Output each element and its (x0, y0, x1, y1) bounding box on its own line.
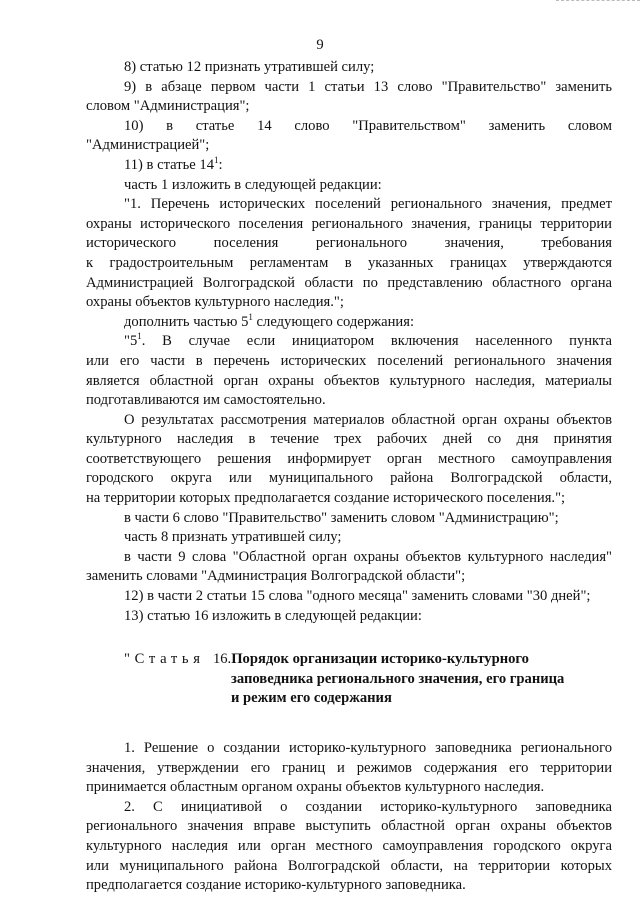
quote-1-line-6: охраны объектов культурного наследия."; (86, 294, 344, 311)
item-11 (86, 156, 612, 176)
part-9-line-1: в части 9 слова "Областной орган охраны объектов культурного наследия" (124, 548, 612, 565)
add-part-tail: следующего содержания: (252, 313, 415, 330)
quote-5-1-superscript: 1 (137, 331, 142, 342)
clause-2-line-2: регионального значения вправе выступить областной орган охраны объектов (86, 818, 612, 835)
quote-5-1-text: . В случае если инициатором включения населенного пункта (141, 333, 612, 350)
item-12: 12) в части 2 статьи 15 слова "одного месяца" заменить словами "30 дней"; (124, 588, 591, 605)
clause-2-line-4: или муниципального района Волгоградской области, на территории которых (86, 857, 612, 874)
quote-1-line-4: к градостроительным регламентам в указанных границах утверждаются (86, 254, 612, 271)
clause-2-line-5: предполагается создание историко-культурного заповедника. (86, 877, 466, 894)
item-8: 8) статью 12 признать утратившей силу; (124, 59, 375, 75)
article-title-line-1: Порядок организации историко-культурного (231, 651, 529, 668)
add-part-superscript: 1 (248, 311, 253, 322)
clause-1-line-3: принимается областным органом охраны объектов культурного наследия. (86, 779, 545, 796)
quote-5-1-line-1 (86, 332, 612, 352)
quote-1-line-5: Администрацией Волгоградской области по представлению областного органа (86, 274, 612, 291)
item-10-line-1: 10) в статье 14 слово "Правительством" заменить словом (124, 117, 612, 134)
page-number: 9 (316, 37, 324, 53)
results-line-1: О результатах рассмотрения материалов областной орган охраны объектов (124, 411, 612, 428)
clause-1-line-2: значения, утверждении его границ и режимов содержания его территории (86, 759, 612, 776)
add-part-text: дополнить частью 5 (124, 313, 249, 330)
article-heading (86, 650, 612, 670)
item-10-line-2: "Администрацией"; (86, 137, 210, 154)
results-line-2: культурного наследия в течение трех рабочих дней со дня принятия (86, 431, 612, 448)
article-number: 16. (212, 651, 232, 668)
quote-1-line-3: исторического поселения регионального значения, требования (86, 235, 612, 252)
article-label: "Статья (124, 651, 205, 668)
quote-5-1-line-4: подготавливаются им самостоятельно. (86, 392, 326, 409)
scan-edge-mark (556, 0, 640, 3)
item-11-colon: : (218, 156, 223, 173)
part-1-instruction: часть 1 изложить в следующей редакции: (124, 176, 382, 193)
quote-1-line-1: "1. Перечень исторических поселений регионального значения, предмет (124, 196, 612, 213)
quote-5-1-line-3: является областной орган охраны объектов культурного наследия, материалы (86, 372, 612, 389)
item-9-line-1: 9) в абзаце первом части 1 статьи 13 слово "Правительство" заменить (124, 78, 612, 95)
part-6-instruction: в части 6 слово "Правительство" заменить словом "Администрацию"; (124, 509, 559, 526)
clause-2-line-3: культурного наследия или орган местного самоуправления городского округа (86, 837, 612, 854)
article-title (231, 650, 529, 670)
quote-5-1-line-2: или его части в перечень исторических поселений регионального значения (86, 352, 612, 369)
item-11-superscript: 1 (214, 154, 219, 165)
quote-5-1-number: "5 (124, 333, 138, 350)
clause-2-line-1: 2. С инициативой о создании историко-культурного заповедника (124, 798, 612, 815)
clause-1-line-1: 1. Решение о создании историко-культурного заповедника регионального (124, 740, 612, 756)
item-13: 13) статью 16 изложить в следующей редакции: (124, 607, 422, 624)
item-11-text: 11) в статье 14 (124, 156, 214, 173)
part-8-instruction: часть 8 признать утратившей силу; (124, 529, 342, 546)
article-title-line-3: и режим его содержания (231, 690, 392, 707)
results-line-5: на территории которых предполагается создание исторического поселения."; (86, 490, 566, 507)
item-9-line-2: словом "Администрация"; (86, 98, 250, 115)
part-9-line-2: заменить словами "Администрация Волгоградской области"; (86, 568, 466, 585)
add-part-instruction (86, 313, 612, 333)
results-line-4: городского округа или муниципального района Волгоградской области, (86, 470, 612, 487)
article-title-line-2: заповедника регионального значения, его граница (231, 670, 565, 687)
quote-1-line-2: охраны исторического поселения регионального значения, границы территории (86, 215, 612, 232)
document-body (86, 58, 612, 896)
results-line-3: соответствующего решения информирует орган местного самоуправления (86, 450, 612, 467)
